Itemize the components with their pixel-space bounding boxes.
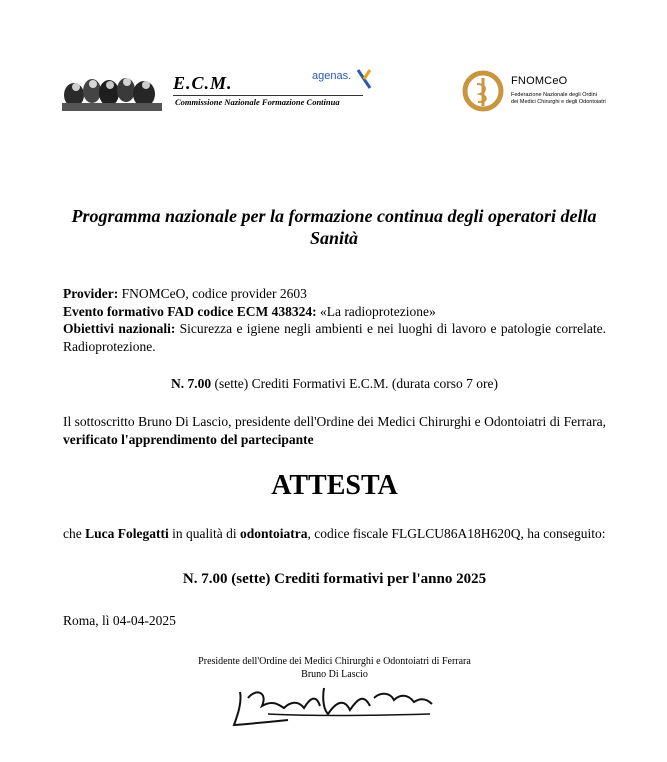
- declaration-text: Il sottoscritto Bruno Di Lascio, presidente dell'Ordine dei Medici Chirurghi e Odontoiatri di Ferrara,: [63, 414, 606, 429]
- participant-in-qualita: in qualità di: [168, 526, 240, 541]
- obiettivi-value: Sicurezza e igiene negli ambienti e nei luoghi di lavoro e patologie correlate. Radioprotezione.: [63, 321, 606, 354]
- participant-role: odontoiatra: [239, 526, 308, 541]
- agenas-logo-mark-icon: [355, 68, 373, 90]
- signatory-title: Presidente dell'Ordine dei Medici Chirurghi e Odontoiatri di Ferrara: [198, 656, 471, 667]
- ecm-title: E.C.M.: [173, 73, 233, 93]
- crediti-line: [63, 376, 606, 392]
- evento-line: [63, 303, 606, 321]
- participant-name: Luca Folegatti: [85, 526, 169, 541]
- handwritten-signature: [228, 680, 438, 735]
- ecm-subtitle: Commissione Nazionale Formazione Continua: [175, 97, 340, 107]
- ecm-divider: [173, 95, 363, 96]
- fnomceo-name: FNOMCeO: [511, 75, 568, 87]
- signatory-name: Bruno Di Lascio: [301, 669, 368, 680]
- crediti-count: N. 7.00: [171, 376, 212, 391]
- ecm-logo-image: [62, 73, 162, 111]
- declaration-paragraph: [63, 413, 606, 448]
- certificate-title: Programma nazionale per la formazione continua degli operatori della Sanità: [71, 206, 597, 248]
- participant-che: che: [63, 526, 86, 541]
- crediti-anno: N. 7.00 (sette) Crediti formativi per l'anno 2025: [182, 571, 487, 587]
- issue-date: Roma, lì 04-04-2025: [63, 613, 176, 628]
- obiettivi-line: [63, 320, 606, 355]
- provider-line: [63, 285, 606, 303]
- evento-value: «La radioprotezione»: [316, 303, 436, 319]
- participant-paragraph: [63, 525, 606, 543]
- provider-label: Provider:: [63, 286, 119, 301]
- participant-rest: , codice fiscale FLGLCU86A18H620Q, ha conseguito:: [307, 526, 606, 541]
- declaration-bold: verificato l'apprendimento del partecipante: [63, 431, 314, 447]
- provider-value: FNOMCeO, codice provider 2603: [118, 286, 307, 301]
- certificate-header: [0, 0, 667, 130]
- provider-details: [63, 285, 606, 355]
- crediti-text: (sette) Crediti Formativi E.C.M. (durata corso 7 ore): [211, 376, 498, 391]
- fnomceo-subtitle-line1: Federazione Nazionale degli Ordini: [511, 92, 597, 98]
- obiettivi-label: Obiettivi nazionali:: [63, 321, 176, 336]
- fnomceo-logo-icon: [462, 70, 504, 112]
- agenas-logo-text: agenas.: [312, 70, 352, 82]
- evento-label: Evento formativo FAD codice ECM 438324:: [63, 303, 317, 319]
- fnomceo-subtitle-line2: dei Medici Chirurghi e degli Odontoiatri: [511, 99, 606, 105]
- attesta-heading: ATTESTA: [271, 470, 398, 501]
